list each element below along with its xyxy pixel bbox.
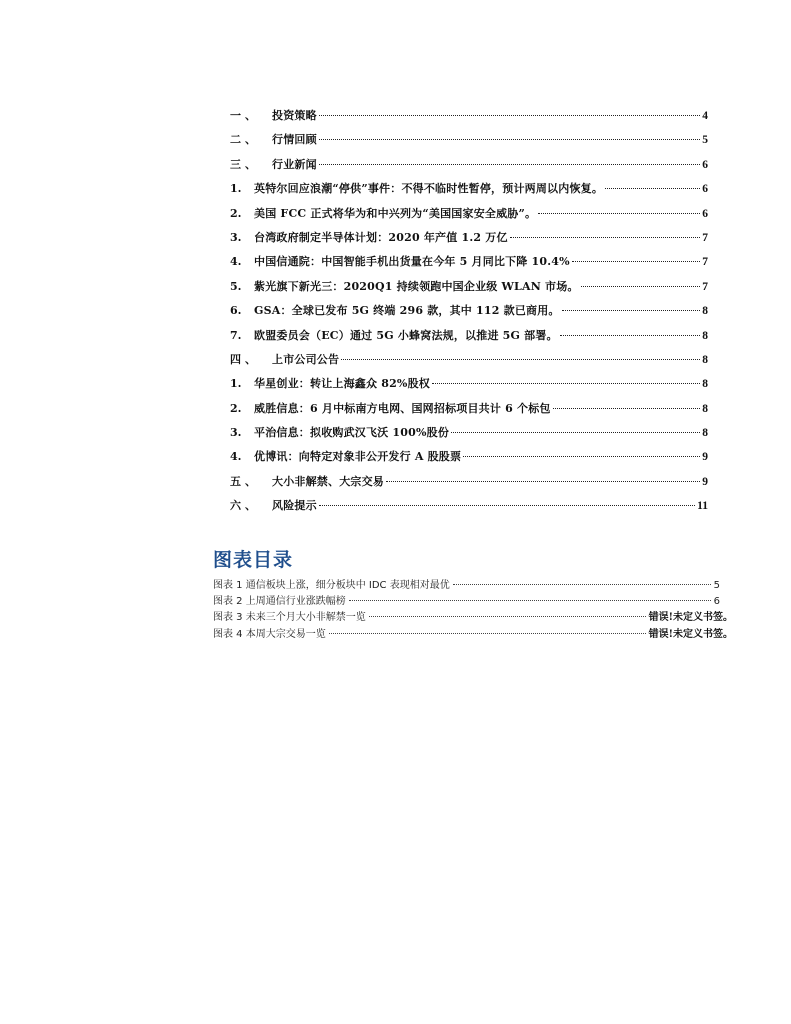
dot-leader <box>369 616 646 617</box>
toc-entry-title: 平治信息：拟收购武汉飞沃 100%股份 <box>254 426 450 440</box>
toc-entry-number: 四、 <box>230 352 260 366</box>
figure-entry[interactable] <box>213 608 733 624</box>
dot-leader <box>463 456 700 457</box>
toc-entry-page: 8 <box>702 378 708 391</box>
toc-entry-title: 风险提示 <box>272 499 317 513</box>
toc-entry-title: 上市公司公告 <box>272 352 340 366</box>
toc-entry-number: 7. <box>230 328 242 342</box>
toc-entry[interactable] <box>230 375 708 399</box>
toc-entry-title: 大小非解禁、大宗交易 <box>272 474 384 488</box>
toc-entry[interactable] <box>230 327 708 351</box>
toc-entry-page: 8 <box>702 402 708 415</box>
dot-leader <box>538 213 700 214</box>
toc-entry-title: 行业新闻 <box>272 157 317 171</box>
toc-entry-title: GSA：全球已发布 5G 终端 296 款，其中 112 款已商用。 <box>254 304 560 318</box>
toc-entry-number: 1. <box>230 377 242 391</box>
toc-entry[interactable] <box>230 400 708 424</box>
toc-entry[interactable] <box>230 253 708 277</box>
toc-entry-page: 6 <box>702 183 708 196</box>
toc-entry-title: 行情回顾 <box>272 133 317 147</box>
toc-entry[interactable] <box>230 229 708 253</box>
toc-entry-page: 9 <box>702 475 708 488</box>
toc-entry-page: 7 <box>702 280 708 293</box>
toc-entry-page: 9 <box>702 451 708 464</box>
toc-entry[interactable] <box>230 424 708 448</box>
toc-entry[interactable] <box>230 131 708 155</box>
toc-entry-title: 美国 FCC 正式将华为和中兴列为“美国国家安全威胁”。 <box>254 206 537 220</box>
figure-entry-title: 图表 3 未来三个月大小非解禁一览 <box>213 612 366 624</box>
dot-leader <box>329 633 646 634</box>
toc-entry-page: 7 <box>702 231 708 244</box>
dot-leader <box>572 261 700 262</box>
dot-leader <box>319 139 700 140</box>
dot-leader <box>562 310 701 311</box>
dot-leader <box>341 359 700 360</box>
dot-leader <box>451 432 700 433</box>
figure-entry-title: 图表 1 通信板块上涨，细分板块中 IDC 表现相对最优 <box>213 580 450 591</box>
toc-entry-page: 6 <box>702 207 708 220</box>
toc-entry[interactable] <box>230 351 708 375</box>
toc-entry-title: 英特尔回应浪潮“停供”事件：不得不临时性暂停，预计两周以内恢复。 <box>254 182 604 196</box>
figure-entry-title: 图表 2 上周通信行业涨跌幅榜 <box>213 596 346 608</box>
toc-entry[interactable] <box>230 302 708 326</box>
dot-leader <box>319 505 695 506</box>
toc-entry-number: 1. <box>230 182 242 196</box>
toc-entry[interactable] <box>230 448 708 472</box>
figure-entry[interactable] <box>213 625 733 641</box>
figure-entry-title: 图表 4 本周大宗交易一览 <box>213 628 326 640</box>
toc-entry-number: 二、 <box>230 133 260 147</box>
dot-leader <box>349 600 711 601</box>
toc-entry-number: 5. <box>230 279 242 293</box>
toc-entry[interactable] <box>230 278 708 302</box>
figures-list-heading: 图表目录 <box>213 549 294 571</box>
dot-leader <box>510 237 701 238</box>
table-of-contents <box>230 107 708 522</box>
toc-entry[interactable] <box>230 156 708 180</box>
dot-leader <box>432 383 700 384</box>
toc-entry-page: 4 <box>702 110 708 122</box>
toc-entry-number: 六、 <box>230 499 260 513</box>
toc-entry-title: 投资策略 <box>272 109 317 122</box>
toc-entry-title: 紫光旗下新光三：2020Q1 持续领跑中国企业级 WLAN 市场。 <box>254 279 579 293</box>
toc-entry-page: 6 <box>702 158 708 171</box>
figure-entry-page-error: 错误!未定义书签。 <box>648 628 733 640</box>
toc-entry-page: 8 <box>702 427 708 440</box>
toc-entry-page: 8 <box>702 329 708 342</box>
toc-entry-page: 7 <box>702 256 708 269</box>
dot-leader <box>319 115 700 116</box>
toc-entry[interactable] <box>230 205 708 229</box>
figure-entry-page: 5 <box>713 580 720 591</box>
dot-leader <box>386 481 700 482</box>
dot-leader <box>453 584 711 585</box>
toc-entry[interactable] <box>230 473 708 497</box>
dot-leader <box>319 164 700 165</box>
dot-leader <box>553 408 701 409</box>
dot-leader <box>560 335 700 336</box>
figure-entry[interactable] <box>213 576 733 592</box>
toc-entry-page: 8 <box>702 353 708 366</box>
toc-entry[interactable] <box>230 497 708 521</box>
toc-entry[interactable] <box>230 107 708 131</box>
toc-entry-title: 欧盟委员会（EC）通过 5G 小蜂窝法规，以推进 5G 部署。 <box>254 328 558 342</box>
toc-entry-number: 6. <box>230 304 242 318</box>
toc-entry-title: 台湾政府制定半导体计划：2020 年产值 1.2 万亿 <box>254 230 508 244</box>
toc-entry-number: 3. <box>230 426 242 440</box>
figures-list <box>213 576 733 641</box>
toc-entry-number: 一、 <box>230 109 260 122</box>
toc-entry-number: 2. <box>230 401 242 415</box>
figure-entry[interactable] <box>213 592 733 608</box>
toc-entry-number: 4. <box>230 255 242 269</box>
figure-entry-page: 6 <box>713 596 720 608</box>
toc-entry-title: 优博讯：向特定对象非公开发行 A 股股票 <box>254 450 462 464</box>
toc-entry-title: 威胜信息：6 月中标南方电网、国网招标项目共计 6 个标包 <box>254 401 551 415</box>
toc-entry-page: 8 <box>702 305 708 318</box>
toc-entry-number: 3. <box>230 230 242 244</box>
toc-entry-page: 5 <box>702 134 708 147</box>
toc-entry-number: 五、 <box>230 474 260 488</box>
toc-entry[interactable] <box>230 180 708 204</box>
toc-entry-title: 华星创业：转让上海鑫众 82%股权 <box>254 377 430 391</box>
figure-entry-page-error: 错误!未定义书签。 <box>648 612 733 624</box>
toc-entry-title: 中国信通院：中国智能手机出货量在今年 5 月同比下降 10.4% <box>254 255 570 269</box>
dot-leader <box>605 188 700 189</box>
toc-entry-page: 11 <box>697 500 708 513</box>
dot-leader <box>581 286 701 287</box>
toc-entry-number: 2. <box>230 206 242 220</box>
toc-entry-number: 4. <box>230 450 242 464</box>
toc-entry-number: 三、 <box>230 157 260 171</box>
